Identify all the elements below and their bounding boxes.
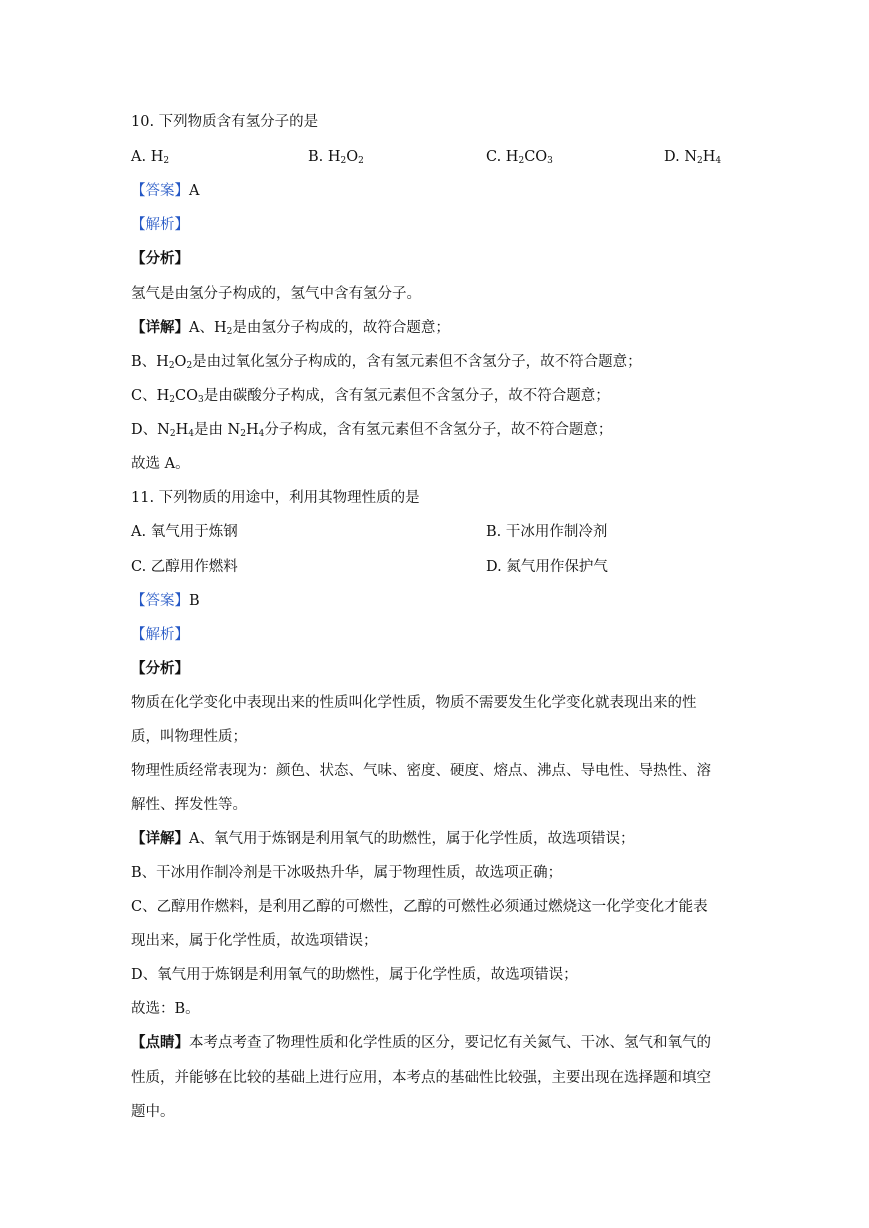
q10-option-b[interactable]: B. $H_2O_2$	[308, 149, 364, 166]
q10-option-c[interactable]: C. $H_2CO_3$	[486, 149, 553, 166]
answer-tag: 【答案】	[131, 593, 189, 609]
q11-detail-b: B、干冰用作制冷剂是干冰吸热升华，属于物理性质，故选项正确；	[131, 865, 563, 881]
q11-fenxi-line3: 物理性质经常表现为：颜色、状态、气味、密度、硬度、熔点、沸点、导电性、导热性、溶	[131, 763, 711, 779]
q11-answer	[131, 591, 200, 611]
q11-detail-c-line2: 现出来，属于化学性质，故选项错误；	[131, 933, 378, 949]
detail-tag: 【详解】	[131, 830, 189, 847]
q11-fenxi-line4: 解性、挥发性等。	[131, 797, 247, 813]
q11-comment-line1: 【点睛】本考点考查了物理性质和化学性质的区分，要记忆有关氮气、干冰、氢气和氧气的	[131, 1034, 711, 1051]
q10-fenxi-tag: 【分析】	[131, 250, 189, 267]
q10-detail-a: 【详解】A、$H_2$是由氢分子构成的，故符合题意；	[131, 319, 450, 337]
detail-tag: 【详解】	[131, 319, 189, 336]
q11-option-c[interactable]: C. 乙醇用作燃料	[131, 559, 238, 575]
q10-jiexi-tag: 【解析】	[131, 217, 189, 233]
q11-option-b[interactable]: B. 干冰用作制冷剂	[486, 524, 608, 540]
q11-conclusion: 故选：B。	[131, 1001, 200, 1017]
q11-stem: 11. 下列物质的用途中，利用其物理性质的是	[131, 490, 420, 506]
q11-comment-line2: 性质，并能够在比较的基础上进行应用，本考点的基础性比较强，主要出现在选择题和填空	[131, 1070, 711, 1086]
q11-detail-d: D、氧气用于炼钢是利用氧气的助燃性，属于化学性质，故选项错误；	[131, 967, 578, 983]
q10-detail-b: B、$H_2O_2$是由过氧化氢分子构成的，含有氢元素但不含氢分子，故不符合题意；	[131, 354, 642, 371]
q11-detail-c-line1: C、乙醇用作燃料，是利用乙醇的可燃性，乙醇的可燃性必须通过燃烧这一化学变化才能表	[131, 899, 708, 915]
answer-tag: 【答案】	[131, 183, 189, 199]
q11-fenxi-tag: 【分析】	[131, 660, 189, 677]
q10-conclusion: 故选 A。	[131, 456, 190, 472]
q11-fenxi-line2: 质，叫物理性质；	[131, 729, 247, 745]
q10-detail-d: D、$N_2H_4$是由 $N_2H_4$分子构成，含有氢元素但不含氢分子，故不符合题意；	[131, 422, 613, 439]
q10-fenxi: 氢气是由氢分子构成的，氢气中含有氢分子。	[131, 286, 421, 302]
q11-jiexi-tag: 【解析】	[131, 627, 189, 643]
answer-value: B	[189, 593, 200, 609]
q11-fenxi-line1: 物质在化学变化中表现出来的性质叫化学性质，物质不需要发生化学变化就表现出来的性	[131, 695, 697, 711]
answer-value: A	[189, 183, 200, 199]
q11-detail-a: 【详解】A、氧气用于炼钢是利用氧气的助燃性，属于化学性质，故选项错误；	[131, 830, 635, 847]
q10-answer	[131, 181, 199, 201]
q10-option-d[interactable]: D. $N_2H_4$	[664, 149, 722, 166]
q10-stem: 10. 下列物质含有氢分子的是	[131, 114, 319, 130]
q10-detail-c: C、$H_2CO_3$是由碳酸分子构成，含有氢元素但不含氢分子，故不符合题意；	[131, 388, 610, 405]
q11-option-a[interactable]: A. 氧气用于炼钢	[131, 524, 238, 540]
q11-comment-line3: 题中。	[131, 1104, 175, 1120]
q10-option-a[interactable]: A. $H_2$	[131, 149, 170, 166]
q11-option-d[interactable]: D. 氮气用作保护气	[486, 559, 608, 575]
comment-tag: 【点睛】	[131, 1034, 189, 1051]
